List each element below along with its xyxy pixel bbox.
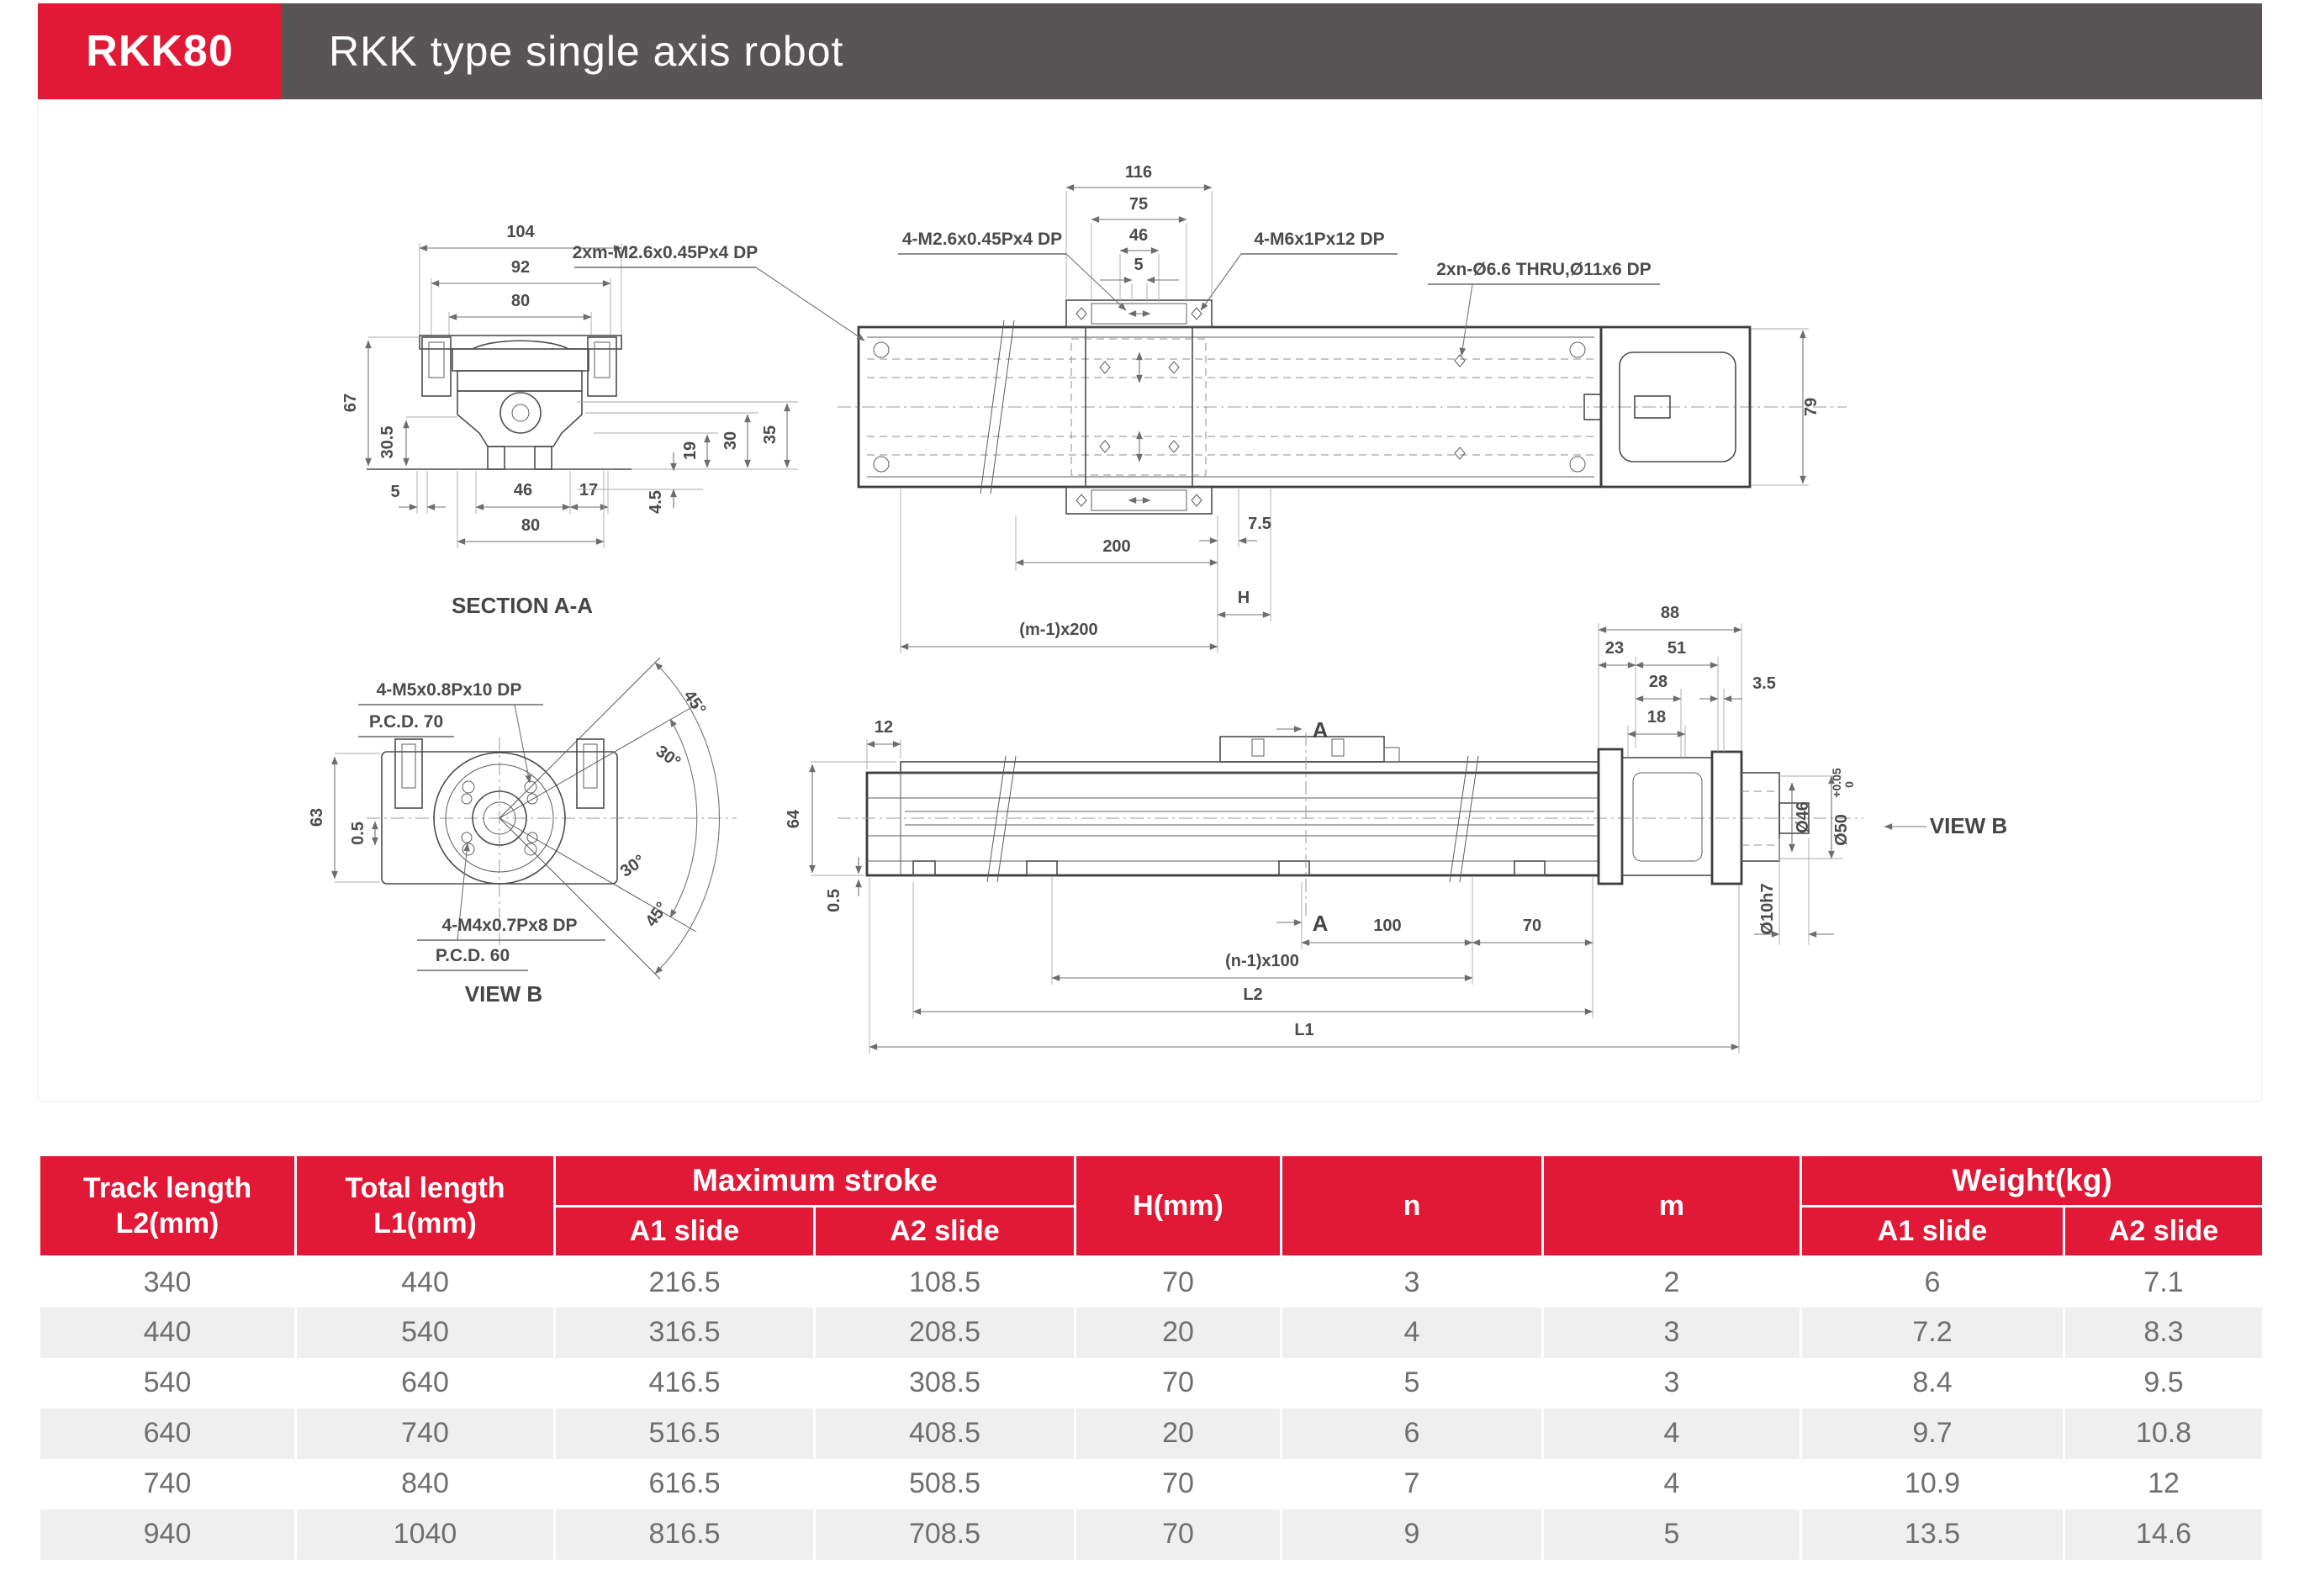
drawing-panel bbox=[38, 99, 2262, 1102]
col-m: m bbox=[1543, 1155, 1801, 1257]
table-cell: 840 bbox=[296, 1459, 555, 1509]
dim-200: 200 bbox=[1102, 537, 1131, 556]
view-b-pointer-label: VIEW B bbox=[1929, 813, 2008, 838]
section-aa-drawing bbox=[341, 223, 798, 618]
dim-46: 46 bbox=[513, 481, 533, 499]
table-cell: 2 bbox=[1543, 1257, 1801, 1308]
dim-dia50-tol-plus: +0.05 bbox=[1830, 768, 1843, 798]
table-cell: 640 bbox=[296, 1358, 555, 1408]
table-cell: 440 bbox=[296, 1257, 555, 1308]
table-cell: 740 bbox=[40, 1459, 296, 1509]
side-view-drawing bbox=[785, 604, 2007, 1054]
model-badge: RKK80 bbox=[38, 3, 282, 99]
angle-45-top: 45° bbox=[679, 686, 710, 719]
table-row bbox=[40, 1509, 2264, 1560]
col-track-length bbox=[40, 1155, 296, 1257]
dim-35: 35 bbox=[761, 425, 780, 445]
dim-79: 79 bbox=[1802, 397, 1821, 417]
table-cell: 508.5 bbox=[815, 1459, 1076, 1509]
pcd70-label: P.C.D. 70 bbox=[368, 712, 444, 732]
table-cell: 3 bbox=[1282, 1257, 1543, 1308]
dim-92: 92 bbox=[510, 258, 531, 277]
col-n: n bbox=[1282, 1155, 1543, 1257]
dim-dia50: Ø50 bbox=[1832, 814, 1851, 846]
section-marker-a-top: A bbox=[1312, 717, 1329, 743]
table-cell: 208.5 bbox=[815, 1308, 1076, 1358]
table-cell: 416.5 bbox=[555, 1358, 815, 1408]
table-cell: 8.4 bbox=[1801, 1358, 2064, 1408]
callout-2xn: 2xn-Ø6.6 THRU,Ø11x6 DP bbox=[1436, 260, 1652, 279]
table-cell: 20 bbox=[1076, 1408, 1282, 1459]
dim-64: 64 bbox=[785, 809, 803, 829]
dim-m1x200: (m-1)x200 bbox=[1019, 621, 1098, 639]
col-group-max-stroke: Maximum stroke bbox=[555, 1155, 1076, 1207]
table-cell: 540 bbox=[40, 1358, 296, 1408]
table-cell: 20 bbox=[1076, 1308, 1282, 1358]
dim-30-5: 30.5 bbox=[378, 425, 397, 459]
table-cell: 216.5 bbox=[555, 1257, 815, 1308]
dim-17: 17 bbox=[579, 481, 599, 499]
dim-19: 19 bbox=[681, 441, 700, 461]
dim-116: 116 bbox=[1124, 163, 1153, 182]
dim-dia10h7: Ø10h7 bbox=[1758, 883, 1777, 935]
table-cell: 940 bbox=[40, 1509, 296, 1560]
table-row bbox=[40, 1408, 2264, 1459]
table-row bbox=[40, 1358, 2264, 1408]
col-group-weight: Weight(kg) bbox=[1801, 1155, 2264, 1207]
dim-80-top: 80 bbox=[510, 292, 531, 310]
dim-l1: L1 bbox=[1294, 1021, 1314, 1039]
table-cell: 7.1 bbox=[2064, 1257, 2264, 1308]
callout-4m5: 4-M5x0.8Px10 DP bbox=[376, 680, 522, 700]
view-b-title: VIEW B bbox=[464, 981, 543, 1007]
col-h-mm: H(mm) bbox=[1076, 1155, 1282, 1257]
total-length-line1: Total length bbox=[345, 1171, 505, 1204]
track-length-line2: L2(mm) bbox=[115, 1208, 219, 1239]
dim-80-bottom: 80 bbox=[521, 516, 541, 535]
table-cell: 4 bbox=[1543, 1459, 1801, 1509]
table-cell: 740 bbox=[296, 1408, 555, 1459]
dim-23: 23 bbox=[1604, 639, 1625, 658]
col-stroke-a2: A2 slide bbox=[815, 1207, 1076, 1257]
dim-3-5: 3.5 bbox=[1752, 674, 1776, 693]
page-header bbox=[0, 0, 2299, 99]
table-cell: 6 bbox=[1801, 1257, 2064, 1308]
table-cell: 4 bbox=[1282, 1308, 1543, 1358]
table-cell: 5 bbox=[1282, 1358, 1543, 1408]
col-weight-a2: A2 slide bbox=[2064, 1207, 2264, 1257]
dim-18: 18 bbox=[1646, 708, 1667, 727]
dim-dia50-tol-zero: 0 bbox=[1842, 781, 1856, 788]
table-cell: 9.5 bbox=[2064, 1358, 2264, 1408]
table-cell: 340 bbox=[40, 1257, 296, 1308]
angle-45-bottom: 45° bbox=[642, 898, 672, 931]
dim-h: H bbox=[1237, 589, 1250, 607]
table-cell: 8.3 bbox=[2064, 1308, 2264, 1358]
table-cell: 70 bbox=[1076, 1358, 1282, 1408]
dim-7-5: 7.5 bbox=[1248, 515, 1271, 533]
dim-100: 100 bbox=[1373, 917, 1402, 935]
col-weight-a1: A1 slide bbox=[1801, 1207, 2064, 1257]
table-cell: 316.5 bbox=[555, 1308, 815, 1358]
dim-104: 104 bbox=[506, 223, 535, 241]
table-cell: 540 bbox=[296, 1308, 555, 1358]
section-aa-title: SECTION A-A bbox=[451, 593, 594, 618]
technical-drawing bbox=[39, 100, 2263, 1102]
table-cell: 3 bbox=[1543, 1308, 1801, 1358]
callout-2xm: 2xm-M2.6x0.45Px4 DP bbox=[572, 243, 758, 262]
callout-4m4: 4-M4x0.7Px8 DP bbox=[441, 916, 578, 935]
dim-46-top: 46 bbox=[1128, 226, 1149, 245]
col-stroke-a1: A1 slide bbox=[555, 1207, 815, 1257]
table-cell: 308.5 bbox=[815, 1358, 1076, 1408]
table-row bbox=[40, 1459, 2264, 1509]
table-cell: 440 bbox=[40, 1308, 296, 1358]
dim-51: 51 bbox=[1667, 639, 1687, 658]
angle-30-bottom: 30° bbox=[616, 851, 649, 881]
callout-4m26: 4-M2.6x0.45Px4 DP bbox=[901, 230, 1063, 249]
table-cell: 1040 bbox=[296, 1509, 555, 1560]
table-cell: 9.7 bbox=[1801, 1408, 2064, 1459]
dim-n1x100: (n-1)x100 bbox=[1225, 952, 1299, 970]
dim-63: 63 bbox=[308, 807, 326, 827]
table-cell: 6 bbox=[1282, 1408, 1543, 1459]
table-cell: 3 bbox=[1543, 1358, 1801, 1408]
table-cell: 5 bbox=[1543, 1509, 1801, 1560]
top-view-drawing bbox=[573, 163, 1847, 653]
dim-75: 75 bbox=[1128, 195, 1149, 214]
table-cell: 12 bbox=[2064, 1459, 2264, 1509]
col-total-length bbox=[296, 1155, 555, 1257]
table-cell: 10.8 bbox=[2064, 1408, 2264, 1459]
angle-30-top: 30° bbox=[652, 742, 684, 772]
table-row bbox=[40, 1257, 2264, 1308]
section-marker-a-bottom: A bbox=[1312, 911, 1329, 936]
dim-dia46: Ø46 bbox=[1794, 801, 1812, 833]
header-row-1 bbox=[40, 1155, 2264, 1207]
track-length-line1: Track length bbox=[82, 1171, 252, 1204]
table-cell: 616.5 bbox=[555, 1459, 815, 1509]
table-cell: 640 bbox=[40, 1408, 296, 1459]
table-cell: 14.6 bbox=[2064, 1509, 2264, 1560]
dim-70: 70 bbox=[1522, 917, 1542, 935]
table-cell: 4 bbox=[1543, 1408, 1801, 1459]
dim-0-5-viewb: 0.5 bbox=[349, 822, 367, 845]
table-cell: 708.5 bbox=[815, 1509, 1076, 1560]
table-cell: 10.9 bbox=[1801, 1459, 2064, 1509]
table-cell: 9 bbox=[1282, 1509, 1543, 1560]
spec-table bbox=[38, 1154, 2265, 1560]
pcd60-label: P.C.D. 60 bbox=[435, 946, 510, 965]
dim-30: 30 bbox=[721, 431, 740, 451]
table-cell: 70 bbox=[1076, 1509, 1282, 1560]
page-title: RKK type single axis robot bbox=[282, 3, 2262, 99]
dim-5: 5 bbox=[390, 483, 400, 501]
dim-12: 12 bbox=[874, 718, 894, 737]
table-cell: 70 bbox=[1076, 1257, 1282, 1308]
dim-0-5-side: 0.5 bbox=[825, 889, 843, 912]
table-cell: 13.5 bbox=[1801, 1509, 2064, 1560]
dim-28: 28 bbox=[1648, 673, 1668, 691]
view-b-drawing bbox=[308, 658, 737, 1007]
dim-4-5: 4.5 bbox=[647, 490, 665, 514]
dim-5-top: 5 bbox=[1134, 256, 1144, 274]
callout-4m6: 4-M6x1Px12 DP bbox=[1254, 230, 1385, 249]
dim-l2: L2 bbox=[1243, 986, 1263, 1004]
table-cell: 516.5 bbox=[555, 1408, 815, 1459]
table-cell: 408.5 bbox=[815, 1408, 1076, 1459]
table-row bbox=[40, 1308, 2264, 1358]
table-cell: 70 bbox=[1076, 1459, 1282, 1509]
total-length-line2: L1(mm) bbox=[373, 1208, 477, 1239]
table-cell: 7.2 bbox=[1801, 1308, 2064, 1358]
table-body bbox=[40, 1257, 2264, 1560]
dim-67: 67 bbox=[341, 393, 360, 413]
table-cell: 7 bbox=[1282, 1459, 1543, 1509]
table-cell: 108.5 bbox=[815, 1257, 1076, 1308]
dim-88: 88 bbox=[1660, 604, 1680, 622]
table-cell: 816.5 bbox=[555, 1509, 815, 1560]
